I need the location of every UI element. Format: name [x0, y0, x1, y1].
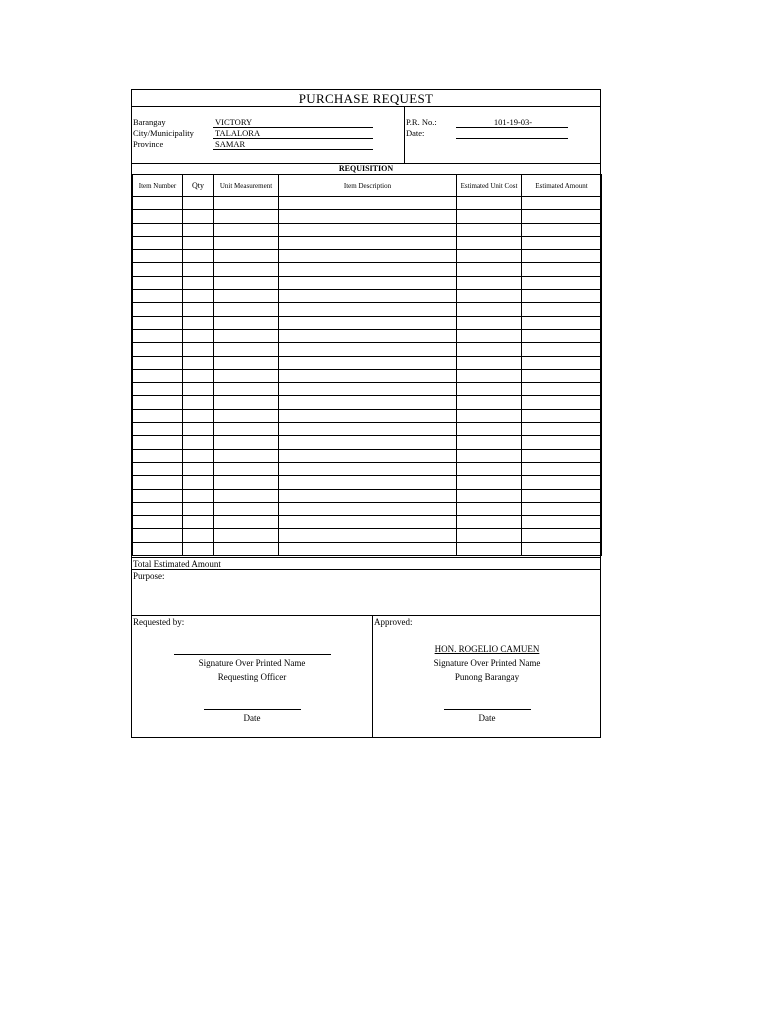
table-row	[133, 423, 602, 436]
approver-name: HON. ROGELIO CAMUEN	[434, 644, 540, 654]
item-number-cell[interactable]	[133, 502, 183, 515]
pr-no-row	[406, 117, 596, 128]
header-item-number: Item Number	[133, 175, 183, 197]
table-row	[133, 476, 602, 489]
description-cell[interactable]	[279, 276, 457, 289]
unit-cell[interactable]	[214, 436, 279, 449]
qty-cell[interactable]	[183, 303, 214, 316]
description-cell[interactable]	[279, 223, 457, 236]
table-row	[133, 396, 602, 409]
unit-cell[interactable]	[214, 197, 279, 210]
requisition-table-wrap	[132, 174, 600, 556]
city-row	[133, 128, 403, 139]
amount-cell[interactable]	[522, 476, 602, 489]
unit-cost-cell[interactable]	[457, 502, 522, 515]
item-number-cell[interactable]	[133, 476, 183, 489]
table-row	[133, 263, 602, 276]
amount-cell[interactable]	[522, 542, 602, 555]
qty-cell[interactable]	[183, 502, 214, 515]
qty-cell[interactable]	[183, 449, 214, 462]
unit-cell[interactable]	[214, 476, 279, 489]
amount-cell[interactable]	[522, 329, 602, 342]
table-row	[133, 356, 602, 369]
item-number-cell[interactable]	[133, 263, 183, 276]
unit-cell[interactable]	[214, 343, 279, 356]
unit-cell[interactable]	[214, 329, 279, 342]
item-number-cell[interactable]	[133, 210, 183, 223]
unit-cell[interactable]	[214, 236, 279, 249]
description-cell[interactable]	[279, 529, 457, 542]
description-cell[interactable]	[279, 462, 457, 475]
table-row	[133, 516, 602, 529]
unit-cell[interactable]	[214, 489, 279, 502]
requested-date-line	[204, 709, 301, 710]
unit-cell[interactable]	[214, 542, 279, 555]
requested-by-caption: Requested by:	[133, 617, 185, 627]
unit-cell[interactable]	[214, 316, 279, 329]
amount-cell[interactable]	[522, 343, 602, 356]
requested-sig-label: Signature Over Printed Name	[198, 658, 306, 668]
description-cell[interactable]	[279, 290, 457, 303]
pr-no-field[interactable]: 101-19-03-	[456, 117, 568, 128]
table-row	[133, 462, 602, 475]
barangay-label: Barangay	[133, 117, 166, 127]
description-cell[interactable]	[279, 476, 457, 489]
unit-cost-cell[interactable]	[457, 423, 522, 436]
unit-cost-cell[interactable]	[457, 436, 522, 449]
item-number-cell[interactable]	[133, 329, 183, 342]
unit-cell[interactable]	[214, 303, 279, 316]
unit-cost-cell[interactable]	[457, 210, 522, 223]
item-number-cell[interactable]	[133, 276, 183, 289]
unit-cost-cell[interactable]	[457, 197, 522, 210]
table-row	[133, 436, 602, 449]
barangay-field[interactable]: VICTORY	[213, 117, 373, 128]
unit-cost-cell[interactable]	[457, 383, 522, 396]
description-cell[interactable]	[279, 489, 457, 502]
item-number-cell[interactable]	[133, 343, 183, 356]
purchase-request-form	[131, 89, 601, 738]
table-row	[133, 489, 602, 502]
item-number-cell[interactable]	[133, 409, 183, 422]
amount-cell[interactable]	[522, 462, 602, 475]
amount-cell[interactable]	[522, 502, 602, 515]
header-unit: Unit Measurement	[214, 175, 279, 197]
unit-cost-cell[interactable]	[457, 489, 522, 502]
qty-cell[interactable]	[183, 383, 214, 396]
description-cell[interactable]	[279, 369, 457, 382]
unit-cost-cell[interactable]	[457, 516, 522, 529]
item-number-cell[interactable]	[133, 529, 183, 542]
unit-cell[interactable]	[214, 396, 279, 409]
amount-cell[interactable]	[522, 436, 602, 449]
table-row	[133, 223, 602, 236]
unit-cost-cell[interactable]	[457, 236, 522, 249]
qty-cell[interactable]	[183, 329, 214, 342]
amount-cell[interactable]	[522, 409, 602, 422]
unit-cost-cell[interactable]	[457, 396, 522, 409]
unit-cost-cell[interactable]	[457, 303, 522, 316]
unit-cell[interactable]	[214, 409, 279, 422]
unit-cost-cell[interactable]	[457, 263, 522, 276]
unit-cost-cell[interactable]	[457, 329, 522, 342]
requisition-header: REQUISITION	[132, 163, 600, 174]
form-title: PURCHASE REQUEST	[132, 90, 600, 107]
description-cell[interactable]	[279, 409, 457, 422]
requisition-table	[132, 174, 602, 556]
unit-cell[interactable]	[214, 516, 279, 529]
amount-cell[interactable]	[522, 449, 602, 462]
qty-cell[interactable]	[183, 250, 214, 263]
qty-cell[interactable]	[183, 436, 214, 449]
amount-cell[interactable]	[522, 236, 602, 249]
table-row	[133, 343, 602, 356]
unit-cell[interactable]	[214, 462, 279, 475]
item-number-cell[interactable]	[133, 423, 183, 436]
table-row	[133, 542, 602, 555]
header-amount: Estimated Amount	[522, 175, 602, 197]
amount-cell[interactable]	[522, 516, 602, 529]
item-number-cell[interactable]	[133, 250, 183, 263]
qty-cell[interactable]	[183, 276, 214, 289]
item-number-cell[interactable]	[133, 542, 183, 555]
approved-section	[373, 616, 601, 738]
unit-cost-cell[interactable]	[457, 290, 522, 303]
unit-cell[interactable]	[214, 223, 279, 236]
table-row	[133, 276, 602, 289]
unit-cell[interactable]	[214, 383, 279, 396]
unit-cell[interactable]	[214, 502, 279, 515]
amount-cell[interactable]	[522, 369, 602, 382]
description-cell[interactable]	[279, 356, 457, 369]
qty-cell[interactable]	[183, 236, 214, 249]
city-label: City/Municipality	[133, 128, 194, 138]
amount-cell[interactable]	[522, 529, 602, 542]
amount-cell[interactable]	[522, 489, 602, 502]
amount-cell[interactable]	[522, 356, 602, 369]
table-row	[133, 303, 602, 316]
description-cell[interactable]	[279, 263, 457, 276]
qty-cell[interactable]	[183, 356, 214, 369]
qty-cell[interactable]	[183, 210, 214, 223]
description-cell[interactable]	[279, 236, 457, 249]
approved-date-label: Date	[478, 713, 496, 723]
qty-cell[interactable]	[183, 290, 214, 303]
unit-cost-cell[interactable]	[457, 449, 522, 462]
description-cell[interactable]	[279, 329, 457, 342]
header-description: Item Description	[279, 175, 457, 197]
unit-cost-cell[interactable]	[457, 223, 522, 236]
total-estimated-amount	[132, 557, 600, 570]
amount-cell[interactable]	[522, 290, 602, 303]
unit-cost-cell[interactable]	[457, 409, 522, 422]
unit-cell[interactable]	[214, 529, 279, 542]
table-row	[133, 236, 602, 249]
table-row	[133, 502, 602, 515]
purpose-section[interactable]	[132, 570, 600, 616]
amount-cell[interactable]	[522, 316, 602, 329]
table-row	[133, 316, 602, 329]
unit-cost-cell[interactable]	[457, 250, 522, 263]
total-label: Total Estimated Amount	[133, 559, 221, 569]
city-field[interactable]: TALALORA	[213, 128, 373, 139]
qty-cell[interactable]	[183, 316, 214, 329]
qty-cell[interactable]	[183, 263, 214, 276]
qty-cell[interactable]	[183, 197, 214, 210]
description-cell[interactable]	[279, 316, 457, 329]
unit-cost-cell[interactable]	[457, 542, 522, 555]
unit-cost-cell[interactable]	[457, 369, 522, 382]
item-number-cell[interactable]	[133, 462, 183, 475]
item-number-cell[interactable]	[133, 316, 183, 329]
table-row	[133, 369, 602, 382]
qty-cell[interactable]	[183, 529, 214, 542]
unit-cell[interactable]	[214, 290, 279, 303]
unit-cell[interactable]	[214, 369, 279, 382]
table-header-row	[133, 175, 602, 197]
date-row	[406, 128, 596, 139]
description-cell[interactable]	[279, 542, 457, 555]
qty-cell[interactable]	[183, 396, 214, 409]
description-cell[interactable]	[279, 502, 457, 515]
amount-cell[interactable]	[522, 210, 602, 223]
province-label: Province	[133, 139, 164, 149]
purpose-label: Purpose:	[133, 571, 165, 581]
table-row	[133, 449, 602, 462]
unit-cost-cell[interactable]	[457, 343, 522, 356]
unit-cost-cell[interactable]	[457, 356, 522, 369]
unit-cell[interactable]	[214, 423, 279, 436]
unit-cell[interactable]	[214, 210, 279, 223]
qty-cell[interactable]	[183, 542, 214, 555]
description-cell[interactable]	[279, 250, 457, 263]
table-row	[133, 250, 602, 263]
requested-date-label: Date	[243, 713, 261, 723]
unit-cell[interactable]	[214, 356, 279, 369]
description-cell[interactable]	[279, 383, 457, 396]
requested-position: Requesting Officer	[217, 672, 287, 682]
amount-cell[interactable]	[522, 303, 602, 316]
unit-cell[interactable]	[214, 250, 279, 263]
description-cell[interactable]	[279, 303, 457, 316]
date-field[interactable]	[456, 128, 568, 139]
province-field[interactable]: SAMAR	[213, 139, 373, 150]
unit-cell[interactable]	[214, 449, 279, 462]
requisition-body	[133, 197, 602, 556]
table-row	[133, 529, 602, 542]
item-number-cell[interactable]	[133, 356, 183, 369]
description-cell[interactable]	[279, 449, 457, 462]
item-number-cell[interactable]	[133, 369, 183, 382]
unit-cost-cell[interactable]	[457, 276, 522, 289]
amount-cell[interactable]	[522, 423, 602, 436]
request-info	[405, 107, 601, 163]
item-number-cell[interactable]	[133, 383, 183, 396]
amount-cell[interactable]	[522, 197, 602, 210]
description-cell[interactable]	[279, 436, 457, 449]
qty-cell[interactable]	[183, 223, 214, 236]
description-cell[interactable]	[279, 343, 457, 356]
qty-cell[interactable]	[183, 516, 214, 529]
table-row	[133, 290, 602, 303]
unit-cost-cell[interactable]	[457, 476, 522, 489]
qty-cell[interactable]	[183, 369, 214, 382]
qty-cell[interactable]	[183, 343, 214, 356]
approved-caption: Approved:	[374, 617, 413, 627]
qty-cell[interactable]	[183, 409, 214, 422]
item-number-cell[interactable]	[133, 197, 183, 210]
item-number-cell[interactable]	[133, 290, 183, 303]
unit-cost-cell[interactable]	[457, 316, 522, 329]
item-number-cell[interactable]	[133, 449, 183, 462]
amount-cell[interactable]	[522, 276, 602, 289]
table-row	[133, 329, 602, 342]
item-number-cell[interactable]	[133, 489, 183, 502]
item-number-cell[interactable]	[133, 236, 183, 249]
location-info	[132, 107, 405, 163]
description-cell[interactable]	[279, 396, 457, 409]
date-label: Date:	[406, 128, 425, 138]
qty-cell[interactable]	[183, 476, 214, 489]
approved-date-line	[444, 709, 531, 710]
barangay-row	[133, 117, 403, 128]
table-row	[133, 409, 602, 422]
approved-position: Punong Barangay	[454, 672, 520, 682]
table-row	[133, 210, 602, 223]
header-qty: Qty	[183, 175, 214, 197]
amount-cell[interactable]	[522, 223, 602, 236]
item-number-cell[interactable]	[133, 223, 183, 236]
item-number-cell[interactable]	[133, 396, 183, 409]
qty-cell[interactable]	[183, 462, 214, 475]
amount-cell[interactable]	[522, 383, 602, 396]
description-cell[interactable]	[279, 423, 457, 436]
province-row	[133, 139, 403, 150]
qty-cell[interactable]	[183, 423, 214, 436]
description-cell[interactable]	[279, 516, 457, 529]
amount-cell[interactable]	[522, 250, 602, 263]
unit-cost-cell[interactable]	[457, 529, 522, 542]
approved-sig-label: Signature Over Printed Name	[433, 658, 541, 668]
table-row	[133, 383, 602, 396]
requested-by-section	[132, 616, 373, 738]
unit-cell[interactable]	[214, 263, 279, 276]
description-cell[interactable]	[279, 210, 457, 223]
unit-cell[interactable]	[214, 276, 279, 289]
item-number-cell[interactable]	[133, 303, 183, 316]
amount-cell[interactable]	[522, 263, 602, 276]
qty-cell[interactable]	[183, 489, 214, 502]
pr-no-label: P.R. No.:	[406, 117, 437, 127]
item-number-cell[interactable]	[133, 516, 183, 529]
amount-cell[interactable]	[522, 396, 602, 409]
header-unit-cost: Estimated Unit Cost	[457, 175, 522, 197]
requested-signature-line	[174, 654, 331, 655]
item-number-cell[interactable]	[133, 436, 183, 449]
unit-cost-cell[interactable]	[457, 462, 522, 475]
table-row	[133, 197, 602, 210]
description-cell[interactable]	[279, 197, 457, 210]
